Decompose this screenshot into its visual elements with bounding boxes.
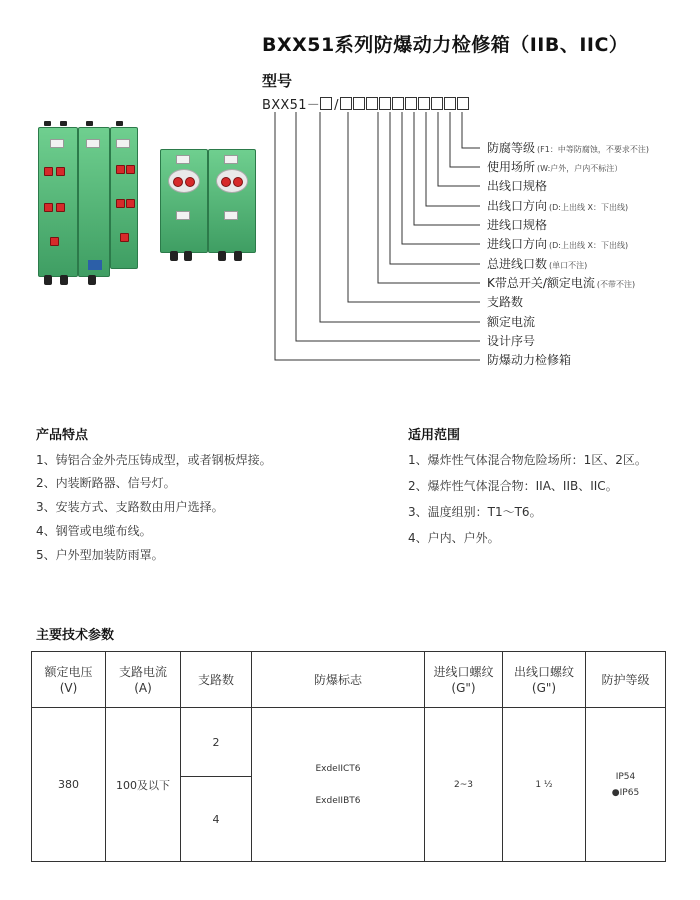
leader-label: 进线口规格 — [487, 218, 548, 232]
feature-item: 1、铸铝合金外壳压铸成型，或者钢板焊接。 — [36, 453, 272, 467]
feature-item: 2、内装断路器、信号灯。 — [36, 476, 176, 490]
leader-label: 防爆动力检修箱 — [487, 353, 572, 367]
cell-outlet: 1 ½ — [503, 708, 586, 862]
header-inlet: 进线口螺纹 (G") — [425, 652, 503, 708]
leader-label: 出线口规格 — [487, 179, 548, 193]
leader-label: 使用场所 (W:户外，户内不标注） — [487, 160, 623, 174]
cabinet-column — [110, 127, 138, 269]
leader-line — [296, 112, 480, 341]
cell-inlet: 2~3 — [425, 708, 503, 862]
params-heading: 主要技术参数 — [36, 628, 115, 643]
leader-label: 进线口方向 (D:上出线 X：下出线) — [487, 237, 629, 251]
leader-label: K带总开关/额定电流 (不带不注) — [487, 276, 636, 290]
cabinet-column — [38, 127, 78, 277]
cell-mark: ExdeIICT6 ExdeIIBT6 — [252, 708, 425, 862]
header-voltage: 额定电压 (V) — [32, 652, 106, 708]
feature-item: 4、钢管或电缆布线。 — [36, 524, 152, 538]
leader-label: 支路数 — [487, 295, 524, 309]
cabinet-box — [160, 149, 208, 253]
header-outlet: 出线口螺纹 (G") — [503, 652, 586, 708]
scope-item: 3、温度组别：T1～T6。 — [408, 505, 542, 519]
leader-line — [426, 112, 480, 206]
cabinet-box — [208, 149, 256, 253]
leader-label: 防腐等级 (F1：中等防腐蚀，不要求不注) — [487, 141, 649, 155]
scope-item: 2、爆炸性气体混合物：IIA、IIB、IIC。 — [408, 479, 618, 493]
cell-current: 100及以下 — [106, 708, 181, 862]
header-branches: 支路数 — [181, 652, 252, 708]
leader-label: 设计序号 — [487, 334, 536, 348]
model-code-prefix: BXX51－ — [262, 98, 321, 113]
leader-line — [450, 112, 480, 167]
feature-item: 5、户外型加装防雨罩。 — [36, 548, 164, 562]
leader-line — [320, 112, 480, 322]
leader-line — [390, 112, 480, 264]
page-title: BXX51系列防爆动力检修箱（IIB、IIC） — [262, 34, 629, 56]
cell-branches: 2 — [181, 708, 252, 777]
spec-table — [31, 651, 666, 862]
leader-line — [438, 112, 480, 186]
table-row — [32, 708, 666, 777]
leader-label: 出线口方向 (D:上出线 X：下出线) — [487, 199, 629, 213]
leader-label: 总进线口数 (单口不注) — [487, 257, 588, 271]
cabinet-column — [78, 127, 110, 277]
leader-line — [462, 112, 480, 148]
cell-branches: 4 — [181, 777, 252, 862]
header-mark: 防爆标志 — [252, 652, 425, 708]
model-code-slash: / — [334, 98, 339, 113]
header-current: 支路电流 (A) — [106, 652, 181, 708]
table-header-row — [32, 652, 666, 708]
scope-item: 1、爆炸性气体混合物危险场所：1区、2区。 — [408, 453, 647, 467]
scope-item: 4、户内、户外。 — [408, 531, 500, 545]
cell-protection: IP54 ●IP65 — [586, 708, 666, 862]
header-protection: 防护等级 — [586, 652, 666, 708]
leader-line — [378, 112, 480, 283]
leader-label: 额定电流 — [487, 315, 536, 329]
model-heading: 型号 — [262, 72, 293, 90]
leader-line — [414, 112, 480, 225]
scope-heading: 适用范围 — [408, 428, 461, 443]
cell-voltage: 380 — [32, 708, 106, 862]
features-heading: 产品特点 — [36, 428, 89, 443]
product-photo — [30, 115, 260, 295]
feature-item: 3、安装方式、支路数由用户选择。 — [36, 500, 224, 514]
